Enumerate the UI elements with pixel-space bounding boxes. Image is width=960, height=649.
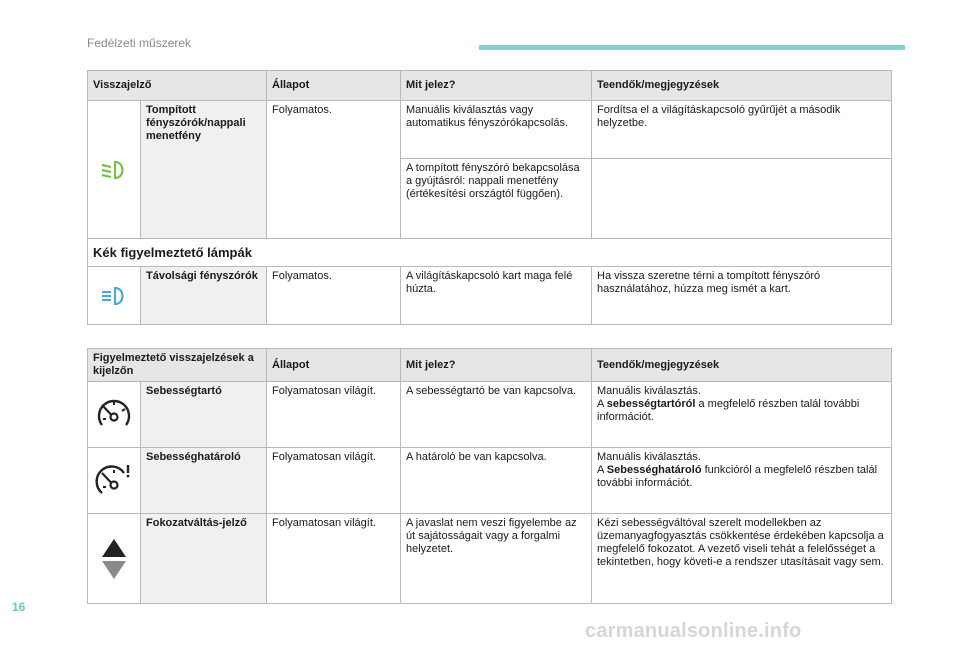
speed-limiter-icon-cell: [88, 448, 141, 514]
display-warnings-table: [87, 348, 892, 604]
section-title: Fedélzeti műszerek: [87, 36, 192, 50]
table-row: [88, 382, 892, 448]
lamp-action: Fordítsa el a világításkapcsoló gyűrűjét a második helyzetbe.: [592, 101, 892, 159]
cruise-control-icon-cell: [88, 382, 141, 448]
lamp-name: Sebességtartó: [141, 382, 267, 448]
footer-watermark: carmanualsonline.info: [585, 620, 802, 642]
speed-limiter-icon: [94, 461, 134, 501]
dipped-beam-icon-cell: [88, 101, 141, 239]
table-row: [88, 448, 892, 514]
lamp-meaning: A javaslat nem veszi figyelembe az út sajátosságait vagy a forgalmi helyzetet.: [401, 514, 592, 604]
header-actions: Teendők/megjegyzések: [592, 349, 892, 382]
header-meaning: Mit jelez?: [401, 71, 592, 101]
cruise-control-icon: [94, 395, 134, 435]
table-row: [88, 101, 892, 159]
lamp-meaning: A határoló be van kapcsolva.: [401, 448, 592, 514]
lamp-name: Tompított fényszórók/nappali menetfény: [141, 101, 267, 239]
table-row: [88, 267, 892, 325]
lamp-meaning: A sebességtartó be van kapcsolva.: [401, 382, 592, 448]
table-header-row: [88, 349, 892, 382]
main-beam-icon-cell: [88, 267, 141, 325]
main-beam-icon: [99, 285, 129, 307]
lamp-state: Folyamatos.: [267, 101, 401, 239]
lamp-action: Ha vissza szeretne térni a tompított fényszóró használatához, húzza meg ismét a kart.: [592, 267, 892, 325]
lamp-name: Sebességhatároló: [141, 448, 267, 514]
dipped-beam-icon: [99, 159, 129, 181]
header-accent-bar: [479, 45, 905, 50]
lamp-state: Folyamatos.: [267, 267, 401, 325]
section-row: [88, 239, 892, 267]
table-header-row: [88, 71, 892, 101]
lamp-action: Kézi sebességváltóval szerelt modellekben az üzemanyagfogyasztás csökkentése érdekében kapcsolja a megfelelő fokozatot. A vezető viseli tehát a felelősséget a tekintetben, hogy követi-e a rendszer utasításait vagy sem.: [592, 514, 892, 604]
lamp-action: Manuális kiválasztás. A Sebességhatároló funkcióról a megfelelő részben talál további információt.: [592, 448, 892, 514]
lamp-name: Fokozatváltás-jelző: [141, 514, 267, 604]
header-meaning: Mit jelez?: [401, 349, 592, 382]
lamp-action: [592, 159, 892, 239]
section-heading: Kék figyelmeztető lámpák: [88, 239, 892, 267]
lamp-state: Folyamatosan világít.: [267, 514, 401, 604]
lamp-meaning: Manuális kiválasztás vagy automatikus fényszórókapcsolás.: [401, 101, 592, 159]
lamp-state: Folyamatosan világít.: [267, 382, 401, 448]
header-indicator: Visszajelző: [88, 71, 267, 101]
header-state: Állapot: [267, 71, 401, 101]
gear-shift-icon-cell: [88, 514, 141, 604]
header-actions: Teendők/megjegyzések: [592, 71, 892, 101]
lamp-action: Manuális kiválasztás. A sebességtartóról a megfelelő részben talál további információt.: [592, 382, 892, 448]
lamp-meaning: A világításkapcsoló kart maga felé húzta.: [401, 267, 592, 325]
header-state: Állapot: [267, 349, 401, 382]
lamp-name: Távolsági fényszórók: [141, 267, 267, 325]
lamp-meaning: A tompított fényszóró bekapcsolása a gyújtásról: nappali menetfény (értékesítési országtól függően).: [401, 159, 592, 239]
header-indicator: Figyelmeztető visszajelzések a kijelzőn: [88, 349, 267, 382]
page-number: 16: [12, 600, 26, 614]
gear-shift-indicator-icon: [99, 537, 129, 581]
warning-lamps-table: [87, 70, 892, 325]
table-row: [88, 514, 892, 604]
lamp-state: Folyamatosan világít.: [267, 448, 401, 514]
